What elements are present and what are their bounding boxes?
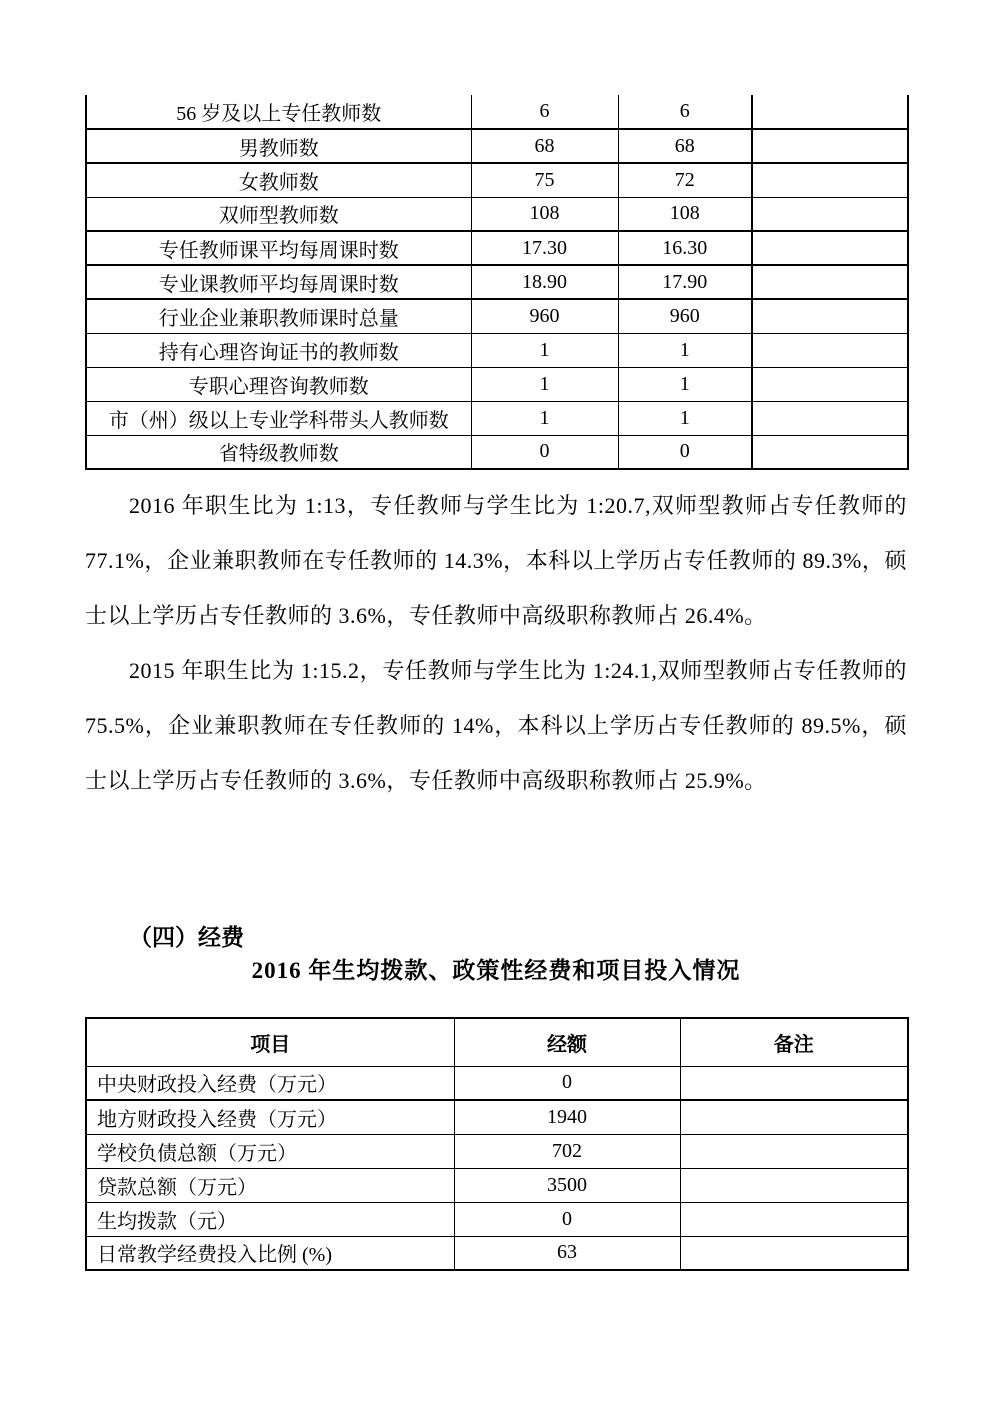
indicator-cell: 双师型教师数 [86, 197, 471, 231]
table-row [86, 129, 908, 163]
value-cell-b: 960 [618, 299, 752, 333]
value-cell-b: 17.90 [618, 265, 752, 299]
value-cell-a: 6 [471, 95, 618, 129]
note-cell [680, 1134, 908, 1168]
amount-cell: 3500 [454, 1168, 680, 1202]
value-cell-a: 18.90 [471, 265, 618, 299]
indicator-cell: 男教师数 [86, 129, 471, 163]
table-row [86, 333, 908, 367]
note-cell [752, 299, 908, 333]
indicator-cell: 专职心理咨询教师数 [86, 367, 471, 401]
item-cell: 日常教学经费投入比例 (%) [86, 1236, 454, 1270]
table-row [86, 1236, 908, 1270]
item-cell: 贷款总额（万元） [86, 1168, 454, 1202]
note-cell [752, 197, 908, 231]
amount-cell: 1940 [454, 1100, 680, 1134]
paragraph-2016-ratios: 2016 年职生比为 1:13，专任教师与学生比为 1:20.7,双师型教师占专任教师的 77.1%，企业兼职教师在专任教师的 14.3%，本科以上学历占专任教师的 89.3%，硕士以上学历占专任教师的 3.6%，专任教师中高级职称教师占 26.4%。 [85, 493, 907, 628]
table-row [86, 1202, 908, 1236]
section-heading-funding: （四）经费 [129, 925, 244, 950]
note-cell [680, 1236, 908, 1270]
indicator-cell: 省特级教师数 [86, 435, 471, 469]
table-row [86, 435, 908, 469]
item-cell: 学校负债总额（万元） [86, 1134, 454, 1168]
value-cell-a: 1 [471, 367, 618, 401]
table-row [86, 299, 908, 333]
funding-table-title: 2016 年生均拨款、政策性经费和项目投入情况 [251, 958, 741, 983]
value-cell-b: 68 [618, 129, 752, 163]
funding-table [85, 1017, 909, 1271]
indicator-cell: 市（州）级以上专业学科带头人教师数 [86, 401, 471, 435]
indicator-cell: 专任教师课平均每周课时数 [86, 231, 471, 265]
value-cell-a: 0 [471, 435, 618, 469]
item-cell: 中央财政投入经费（万元） [86, 1066, 454, 1100]
note-cell [752, 265, 908, 299]
indicator-cell: 女教师数 [86, 163, 471, 197]
note-cell [752, 231, 908, 265]
paragraph-2015-ratios: 2015 年职生比为 1:15.2，专任教师与学生比为 1:24.1,双师型教师占专任教师的 75.5%，企业兼职教师在专任教师的 14%，本科以上学历占专任教师的 89.5%，硕士以上学历占专任教师的 3.6%，专任教师中高级职称教师占 25.9%。 [85, 658, 907, 793]
funding-header-note: 备注 [680, 1018, 908, 1066]
value-cell-b: 72 [618, 163, 752, 197]
value-cell-b: 108 [618, 197, 752, 231]
note-cell [752, 401, 908, 435]
note-cell [752, 95, 908, 129]
funding-header-amount: 经额 [454, 1018, 680, 1066]
value-cell-a: 1 [471, 401, 618, 435]
table-row [86, 1066, 908, 1100]
table-row [86, 163, 908, 197]
funding-table-body [86, 1066, 908, 1270]
indicator-cell: 专业课教师平均每周课时数 [86, 265, 471, 299]
note-cell [680, 1066, 908, 1100]
note-cell [752, 163, 908, 197]
value-cell-b: 1 [618, 367, 752, 401]
note-cell [680, 1202, 908, 1236]
indicator-cell: 56 岁及以上专任教师数 [86, 95, 471, 129]
table-row [86, 265, 908, 299]
table-row [86, 1168, 908, 1202]
note-cell [752, 367, 908, 401]
table-row [86, 401, 908, 435]
statistics-paragraphs [85, 478, 907, 808]
item-cell: 生均拨款（元） [86, 1202, 454, 1236]
value-cell-a: 960 [471, 299, 618, 333]
amount-cell: 63 [454, 1236, 680, 1270]
table-row [86, 231, 908, 265]
value-cell-b: 16.30 [618, 231, 752, 265]
note-cell [680, 1100, 908, 1134]
note-cell [752, 435, 908, 469]
value-cell-a: 68 [471, 129, 618, 163]
value-cell-b: 0 [618, 435, 752, 469]
table-row [86, 1100, 908, 1134]
table-row [86, 1134, 908, 1168]
value-cell-b: 1 [618, 401, 752, 435]
value-cell-a: 75 [471, 163, 618, 197]
table-row [86, 95, 908, 129]
funding-header-item: 项目 [86, 1018, 454, 1066]
teacher-stats-table-body [86, 95, 908, 469]
funding-table-header [86, 1018, 908, 1066]
value-cell-a: 1 [471, 333, 618, 367]
table-row [86, 197, 908, 231]
value-cell-a: 17.30 [471, 231, 618, 265]
teacher-stats-table [85, 95, 909, 470]
funding-header-row [86, 1018, 908, 1066]
amount-cell: 702 [454, 1134, 680, 1168]
item-cell: 地方财政投入经费（万元） [86, 1100, 454, 1134]
amount-cell: 0 [454, 1066, 680, 1100]
value-cell-b: 6 [618, 95, 752, 129]
note-cell [752, 129, 908, 163]
value-cell-b: 1 [618, 333, 752, 367]
table-row [86, 367, 908, 401]
indicator-cell: 持有心理咨询证书的教师数 [86, 333, 471, 367]
note-cell [680, 1168, 908, 1202]
amount-cell: 0 [454, 1202, 680, 1236]
value-cell-a: 108 [471, 197, 618, 231]
indicator-cell: 行业企业兼职教师课时总量 [86, 299, 471, 333]
note-cell [752, 333, 908, 367]
